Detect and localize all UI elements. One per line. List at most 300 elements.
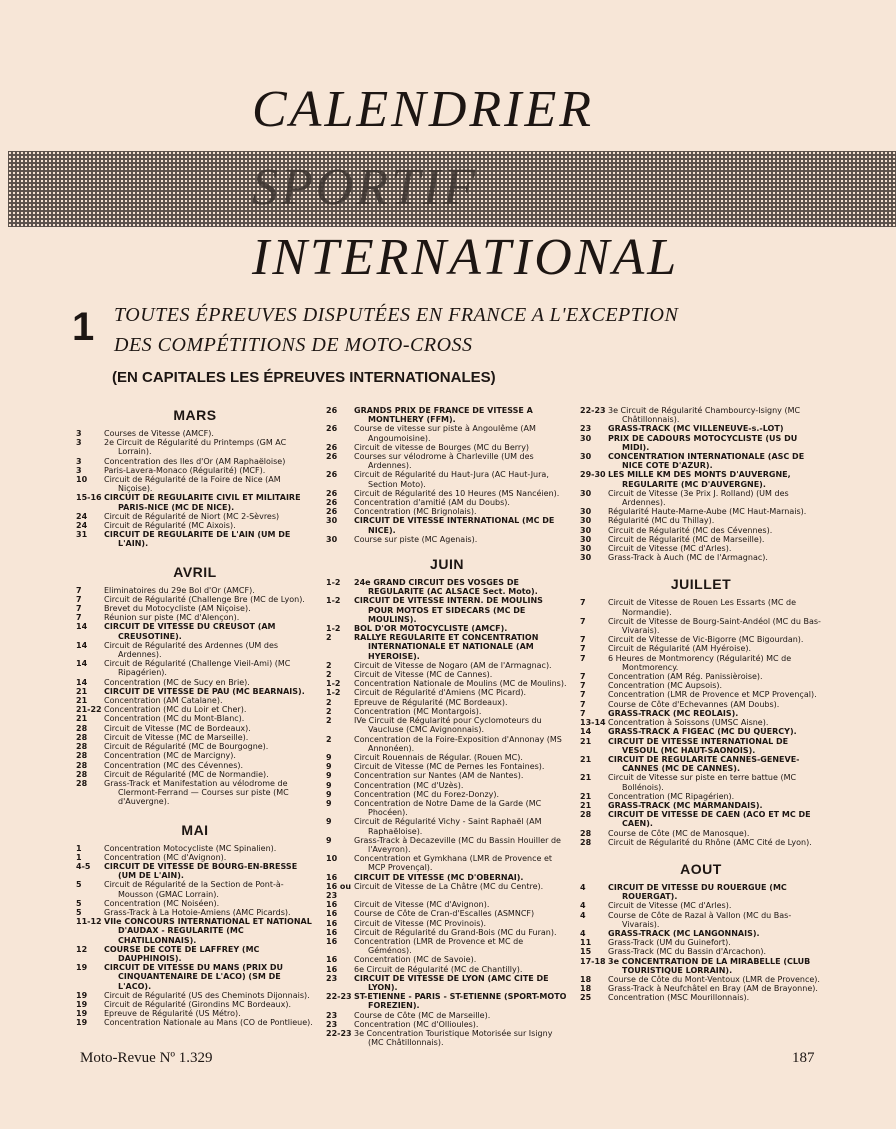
event-date: 30: [580, 433, 592, 443]
event-text: Grass-Track à Auch (MC de l'Armagnac).: [608, 553, 768, 563]
event-text: Concentration (MC d'Uzès).: [354, 780, 464, 790]
event-date: 3: [76, 465, 82, 475]
event-entry: [76, 678, 314, 687]
event-text: Concentration (MC d'Ollioules).: [354, 1019, 479, 1029]
event-entry: [326, 596, 568, 624]
event-text: Circuit de Vitesse de Rouen Les Essarts (MC de Normandie).: [608, 598, 796, 617]
event-date: 30: [580, 525, 592, 535]
event-entry: [326, 670, 568, 679]
event-date: 30: [580, 488, 592, 498]
event-text: CONCENTRATION INTERNATIONALE (ASC DE NICE COTE D'AZUR).: [608, 452, 805, 471]
event-entry: [326, 507, 568, 516]
event-text: Grass-Track à Neufchâtel en Bray (AM de Brayonne).: [608, 984, 818, 994]
event-entry: [326, 882, 568, 900]
event-date: 2: [326, 660, 332, 670]
event-text: Concentration (MC du Forez-Donzy).: [354, 789, 500, 799]
event-text: Circuit de Vitesse (3e Prix J. Rolland) (UM des Ardennes).: [608, 488, 789, 508]
event-date: 21: [76, 696, 88, 706]
event-entry: [326, 424, 568, 442]
month-heading: AVRIL: [173, 563, 217, 580]
event-date: 26: [326, 424, 338, 434]
event-text: Circuit de Régularité (MC de Marseille).: [608, 534, 765, 544]
event-text: Circuit de Régularité du Haut-Jura (AC Haut-Jura, Section Moto).: [354, 470, 549, 489]
event-date: 22-23: [580, 406, 606, 415]
event-entry: [326, 762, 568, 771]
event-entry: [580, 929, 822, 938]
event-text: Concentration (LMR de Provence et MCP Provençal).: [608, 690, 817, 700]
event-text: Circuit de Vitesse sur piste en terre battue (MC Bollénois).: [608, 773, 797, 792]
event-entry: [580, 535, 822, 544]
event-text: CIRCUIT DE VITESSE DU ROUERGUE (MC ROUERGAT).: [608, 882, 787, 902]
event-date: 26: [326, 406, 338, 415]
event-entry: [580, 709, 822, 718]
event-text: Grass-Track à La Hotoie-Amiens (AMC Picards).: [104, 907, 291, 917]
event-entry: [326, 1020, 568, 1029]
event-entry: [326, 965, 568, 974]
event-date: 2: [326, 734, 332, 744]
event-text: PRIX DE CADOURS MOTOCYCLISTE (US DU MIDI).: [608, 433, 798, 452]
event-entry: [580, 700, 822, 709]
event-entry: [580, 617, 822, 635]
event-entry: [76, 475, 314, 493]
event-date: 30: [580, 534, 592, 544]
event-entry: [580, 434, 822, 452]
event-entry: [326, 516, 568, 534]
event-text: Concentration (MC du Mont-Blanc).: [104, 714, 245, 724]
month-heading: MAI: [181, 821, 209, 838]
event-text: Courses de Vitesse (AMCF).: [104, 429, 214, 438]
event-text: Concentration (MC de Marcigny).: [104, 751, 236, 761]
event-text: Course de vitesse sur piste à Angoulême (AM Angoumoisine).: [354, 424, 536, 443]
event-date: 23: [326, 1019, 338, 1029]
event-date: 30: [580, 452, 592, 462]
event-date: 9: [326, 798, 332, 808]
event-entry: [326, 900, 568, 909]
event-entry: [580, 681, 822, 690]
event-date: 3: [76, 429, 82, 438]
month-section: [326, 406, 568, 544]
event-text: Grass-Track (MC du Bassin d'Arcachon).: [608, 947, 767, 957]
event-entry: [580, 737, 822, 755]
event-date: 15: [580, 947, 592, 957]
event-text: CIRCUIT DE REGULARITE DE L'AIN (UM DE L'AIN).: [104, 530, 291, 549]
event-text: Circuit de Vitesse (MC d'Arles).: [608, 544, 732, 554]
event-text: Circuit de Vitesse de Nogaro (AM de l'Armagnac).: [354, 660, 552, 670]
event-entry: [326, 1029, 568, 1047]
intro-note: (EN CAPITALES LES ÉPREUVES INTERNATIONALES): [112, 369, 496, 386]
event-text: Concentration (MC du Loir et Cher).: [104, 705, 247, 715]
event-text: 6 Heures de Montmorency (Régularité) MC de Montmorency.: [608, 653, 792, 672]
event-entry: [326, 688, 568, 697]
event-text: Circuit de Régularité de la Foire de Nice (AM Niçoise).: [104, 475, 281, 494]
event-entry: [76, 1009, 314, 1018]
event-text: VIIe CONCOURS INTERNATIONAL ET NATIONAL D'AUDAX - REGULARITE (MC CHATILLONNAIS).: [104, 917, 312, 945]
event-entry: [326, 406, 568, 424]
event-date: 7: [76, 594, 82, 604]
event-entry: [580, 947, 822, 956]
event-entry: [326, 489, 568, 498]
event-entry: [76, 613, 314, 622]
event-entry: [580, 773, 822, 791]
event-date: 12: [76, 944, 88, 954]
event-entry: [326, 836, 568, 854]
event-entry: [580, 801, 822, 810]
event-date: 7: [580, 690, 586, 700]
event-text: Grass-Track (UM du Guinefort).: [608, 938, 731, 948]
month-section: [76, 564, 314, 807]
event-entry: [580, 727, 822, 736]
event-entry: [326, 624, 568, 633]
event-entry: [326, 817, 568, 835]
event-entry: [76, 770, 314, 779]
event-text: Concentration de la Foire-Exposition d'Annonay (MS Annonéen).: [354, 734, 562, 753]
event-text: Circuit de Régularité (MC Aixois).: [104, 521, 236, 531]
event-entry: [580, 901, 822, 910]
event-text: Concentration (MC de Savoie).: [354, 955, 477, 965]
event-entry: [580, 424, 822, 433]
event-date: 5: [76, 880, 82, 890]
event-entry: [76, 991, 314, 1000]
month-heading: JUIN: [430, 556, 464, 573]
event-text: Circuit de Régularité (Girondins MC Bordeaux).: [104, 999, 291, 1009]
event-entry: [326, 992, 568, 1010]
event-date: 19: [76, 990, 88, 1000]
event-date: 7: [580, 635, 586, 645]
event-entry: [580, 690, 822, 699]
event-text: Grass-Track à Decazeville (MC du Bassin Houiller de l'Aveyron).: [354, 835, 561, 854]
event-entry: [76, 862, 314, 880]
event-text: Circuit de Vitesse (MC de Marseille).: [104, 732, 249, 742]
event-date: 16: [326, 964, 338, 974]
event-text: Concentration des Iles d'Or (AM Raphaëloise): [104, 456, 286, 466]
event-date: 23: [580, 424, 592, 434]
event-date: 22-23: [326, 1029, 352, 1038]
event-text: Epreuve de Régularité (MC Bordeaux).: [354, 697, 508, 707]
event-date: 26: [326, 442, 338, 452]
event-date: 4-5: [76, 861, 91, 871]
event-entry: [76, 493, 314, 511]
event-text: CIRCUIT DE VITESSE INTERNATIONAL (MC DE NICE).: [354, 516, 555, 535]
event-date: 7: [580, 598, 586, 608]
event-text: CIRCUIT DE VITESSE (MC D'OBERNAI).: [354, 872, 524, 882]
event-entry: [580, 984, 822, 993]
event-date: 28: [580, 810, 592, 820]
event-entry: [326, 535, 568, 544]
month-section: [76, 407, 314, 549]
event-date: 4: [580, 901, 586, 911]
event-date: 30: [326, 534, 338, 544]
event-date: 16: [326, 927, 338, 937]
page-number: 187: [792, 1050, 815, 1066]
event-text: CIRCUIT DE VITESSE DU CREUSOT (AM CREUSOTINE).: [104, 622, 276, 641]
event-entry: [580, 829, 822, 838]
event-entry: [76, 622, 314, 640]
event-date: 26: [326, 507, 338, 517]
event-text: Concentration (AM Rég. Panissièroise).: [608, 672, 763, 682]
event-date: 2: [326, 716, 332, 726]
event-entry: [326, 974, 568, 992]
event-text: Circuit de Régularité (Challenge Vieil-Ami) (MC Ripagérien).: [104, 659, 291, 678]
event-text: CIRCUIT DE VITESSE DE CAEN (ACO ET MC DE CAEN).: [608, 810, 811, 829]
event-entry: [326, 799, 568, 817]
event-date: 21: [580, 791, 592, 801]
event-date: 2: [326, 670, 332, 680]
event-date: 19: [76, 999, 88, 1009]
event-entry: [580, 838, 822, 847]
event-date: 21: [580, 736, 592, 746]
event-date: 28: [76, 723, 88, 733]
event-date: 26: [326, 498, 338, 508]
event-entry: [326, 909, 568, 918]
event-date: 9: [326, 752, 332, 762]
event-text: GRASS-TRACK A FIGEAC (MC DU QUERCY).: [608, 727, 797, 737]
event-date: 1: [76, 843, 82, 853]
event-date: 31: [76, 530, 88, 540]
event-entry: [580, 792, 822, 801]
event-date: 10: [76, 475, 88, 485]
event-date: 16 ou 23: [326, 881, 352, 900]
event-entry: [580, 598, 822, 616]
event-entry: [326, 937, 568, 955]
event-text: Course de Côte d'Echevannes (AM Doubs).: [608, 699, 780, 709]
event-entry: [76, 917, 314, 945]
event-date: 30: [580, 507, 592, 517]
event-date: 21-22: [76, 705, 102, 715]
event-entry: [76, 659, 314, 677]
event-text: Concentration Nationale de Moulins (MC de Moulins).: [354, 679, 567, 689]
event-date: 7: [580, 681, 586, 691]
event-text: Circuit de Vitesse (MC de Bordeaux).: [104, 723, 251, 733]
event-entry: [580, 975, 822, 984]
event-date: 30: [580, 553, 592, 563]
event-text: CIRCUIT DE VITESSE DE LYON (AMC CITE DE LYON).: [354, 973, 549, 992]
event-date: 10: [326, 854, 338, 864]
event-entry: [326, 955, 568, 964]
event-text: Concentration Nationale au Mans (CO de Pontlieue).: [104, 1018, 313, 1028]
event-date: 22-23: [326, 992, 352, 1002]
event-text: Réunion sur piste (MC d'Alençon).: [104, 613, 240, 623]
intro-line-2: DES COMPÉTITIONS DE MOTO-CROSS: [114, 334, 473, 356]
event-entry: [76, 1018, 314, 1027]
event-date: 3: [76, 438, 82, 448]
month-section: [76, 822, 314, 1028]
event-entry: [76, 751, 314, 760]
event-text: Eliminatoires du 29e Bol d'Or (AMCF).: [104, 585, 255, 595]
event-date: 14: [580, 727, 592, 737]
event-date: 18: [580, 984, 592, 994]
event-text: Concentration d'amitié (AM du Doubs).: [354, 498, 510, 508]
event-date: 4: [580, 882, 586, 892]
event-date: 14: [76, 677, 88, 687]
event-entry: [580, 938, 822, 947]
event-text: 3e CONCENTRATION DE LA MIRABELLE (CLUB TOURISTIQUE LORRAIN).: [608, 956, 811, 975]
event-entry: [76, 761, 314, 770]
event-entry: [326, 716, 568, 734]
event-date: 28: [76, 742, 88, 752]
event-text: GRASS-TRACK (MC REOLAIS).: [608, 708, 739, 718]
event-entry: [76, 595, 314, 604]
event-date: 17-18: [580, 956, 606, 966]
event-date: 26: [326, 452, 338, 462]
event-text: Circuit de Régularité de la Section de Pont-à-Mousson (GMAC Lorrain).: [104, 880, 284, 899]
event-date: 5: [76, 898, 82, 908]
title-calendrier: CALENDRIER: [252, 81, 594, 138]
event-date: 7: [580, 708, 586, 718]
event-entry: [326, 443, 568, 452]
event-date: 28: [580, 828, 592, 838]
event-date: 25: [580, 993, 592, 1003]
event-entry: [76, 705, 314, 714]
event-text: Circuit de Régularité (AM Hyéroise).: [608, 644, 752, 654]
event-entry: [326, 790, 568, 799]
event-entry: [326, 633, 568, 661]
event-text: Epreuve de Régularité (US Métro).: [104, 1009, 241, 1019]
event-date: 2: [326, 697, 332, 707]
event-date: 4: [580, 928, 586, 938]
event-text: Circuit de Vitesse (MC Provinois).: [354, 918, 487, 928]
event-text: Circuit de Régularité d'Amiens (MC Picard).: [354, 688, 527, 698]
event-text: Circuit de Vitesse (MC de Cannes).: [354, 670, 493, 680]
event-entry: [326, 1011, 568, 1020]
event-text: Circuit de Vitesse de La Châtre (MC du Centre).: [354, 881, 544, 891]
event-text: 3e Concentration Touristique Motorisée sur Isigny (MC Châtillonnais).: [354, 1029, 553, 1048]
event-entry: [326, 578, 568, 596]
event-date: 29-30: [580, 470, 606, 480]
event-entry: [76, 945, 314, 963]
event-text: Course de Côte (MC de Manosque).: [608, 828, 750, 838]
event-text: GRASS-TRACK (MC MARMANDAIS).: [608, 800, 763, 810]
event-date: 9: [326, 771, 332, 781]
event-date: 1-2: [326, 688, 341, 698]
event-entry: [76, 530, 314, 548]
event-entry: [76, 714, 314, 723]
event-text: Concentration (MC Ripagérien).: [608, 791, 735, 801]
event-text: GRASS-TRACK (MC VILLENEUVE-s.-LOT): [608, 424, 784, 434]
event-text: 24e GRAND CIRCUIT DES VOSGES DE REGULARITE (AC ALSACE Sect. Moto).: [354, 578, 538, 597]
event-date: 23: [326, 973, 338, 983]
event-entry: [580, 654, 822, 672]
event-text: Concentration (LMR de Provence et MC de Géménos).: [354, 936, 524, 956]
event-date: 21: [580, 773, 592, 783]
event-date: 28: [76, 760, 88, 770]
event-text: Concentration (MC des Cévennes).: [104, 760, 244, 770]
event-date: 9: [326, 817, 332, 827]
event-entry: [326, 854, 568, 872]
event-date: 21: [76, 714, 88, 724]
event-date: 19: [76, 1018, 88, 1028]
event-text: Circuit de Régularité des Ardennes (UM des Ardennes).: [104, 640, 279, 660]
event-text: Concentration (MC Montargois).: [354, 706, 482, 716]
event-entry: [326, 771, 568, 780]
event-date: 5: [76, 907, 82, 917]
calendar-column-3: [580, 406, 822, 1003]
intro-number: 1: [72, 305, 95, 349]
event-entry: [580, 718, 822, 727]
event-date: 19: [76, 963, 88, 973]
event-date: 9: [326, 835, 332, 845]
intro-line-1: TOUTES ÉPREUVES DISPUTÉES EN FRANCE A L'EXCEPTION: [114, 304, 679, 326]
title-international: INTERNATIONAL: [252, 229, 680, 286]
event-entry: [326, 753, 568, 762]
event-text: Circuit de Régularité (MC de Bourgogne).: [104, 742, 269, 752]
event-date: 7: [76, 613, 82, 623]
event-entry: [326, 707, 568, 716]
event-date: 26: [326, 470, 338, 480]
event-text: Paris-Lavera-Monaco (Régularité) (MCF).: [104, 465, 266, 475]
event-text: Circuit de Régularité (MC des Cévennes).: [608, 525, 773, 535]
event-entry: [326, 735, 568, 753]
event-text: CIRCUIT DE VITESSE INTERN. DE MOULINS POUR MOTOS ET SIDECARS (MC DE MOULINS).: [354, 596, 543, 624]
event-text: Course de Côte de Cran-d'Escalles (ASMNCF): [354, 909, 535, 919]
event-date: 1-2: [326, 596, 341, 606]
event-entry: [326, 873, 568, 882]
event-entry: [76, 844, 314, 853]
month-heading: JUILLET: [670, 576, 732, 593]
month-section: [580, 406, 822, 562]
event-text: CIRCUIT DE VITESSE DE PAU (MC BEARNAIS).: [104, 686, 305, 696]
event-date: 16: [326, 955, 338, 965]
event-text: Circuit de Régularité (MC de Normandie).: [104, 769, 269, 779]
event-text: Concentration (MC de Sucy en Brie).: [104, 677, 250, 687]
event-entry: [580, 452, 822, 470]
month-heading: MARS: [173, 407, 217, 423]
event-date: 2: [326, 706, 332, 716]
event-text: LES MILLE KM DES MONTS D'AUVERGNE, REGULARITE (MC D'AUVERGNE).: [608, 470, 791, 489]
event-date: 28: [76, 778, 88, 788]
event-entry: [76, 438, 314, 456]
event-text: Régularité Haute-Marne-Aube (MC Haut-Marnais).: [608, 507, 807, 517]
event-text: GRASS-TRACK (MC LANGONNAIS).: [608, 928, 760, 938]
event-text: Circuit de Régularité (Challenge Bre (MC de Lyon).: [104, 594, 305, 604]
month-section: [580, 861, 822, 1003]
event-date: 16: [326, 936, 338, 946]
event-entry: [76, 457, 314, 466]
event-entry: [76, 586, 314, 595]
event-text: Concentration sur Nantes (AM de Nantes).: [354, 771, 524, 781]
event-entry: [76, 687, 314, 696]
event-entry: [76, 641, 314, 659]
event-text: CIRCUIT DE REGULARITE CANNES-GENEVE-CANNES (MC DE CANNES).: [608, 754, 800, 774]
event-date: 26: [326, 488, 338, 498]
event-entry: [580, 883, 822, 901]
event-date: 2: [326, 633, 332, 643]
event-date: 18: [580, 974, 592, 984]
event-entry: [326, 698, 568, 707]
event-date: 16: [326, 872, 338, 882]
event-date: 24: [76, 521, 88, 531]
event-entry: [580, 755, 822, 773]
event-text: 2e Circuit de Régularité du Printemps (GM AC Lorrain).: [104, 438, 287, 457]
event-entry: [76, 466, 314, 475]
event-entry: [326, 781, 568, 790]
month-heading: AOUT: [680, 860, 722, 877]
event-text: Circuit de Régularité Vichy - Saint Raphaël (AM Raphaëloise).: [354, 817, 542, 836]
event-date: 30: [580, 544, 592, 554]
event-entry: [326, 928, 568, 937]
event-entry: [580, 526, 822, 535]
event-date: 30: [326, 516, 338, 526]
event-date: 7: [580, 616, 586, 626]
event-date: 15-16: [76, 493, 102, 503]
event-text: Concentration (MC d'Avignon).: [104, 852, 227, 862]
event-entry: [76, 853, 314, 862]
event-text: Circuit de Régularité du Rhône (AMC Cité de Lyon).: [608, 837, 812, 847]
event-text: Concentration (MC Aupsois).: [608, 681, 723, 691]
event-text: Circuit de Régularité des 10 Heures (MS Nancéien).: [354, 488, 560, 498]
event-date: 11: [580, 938, 592, 948]
event-text: Circuit Rouennais de Régular. (Rouen MC).: [354, 752, 523, 762]
event-entry: [580, 489, 822, 507]
